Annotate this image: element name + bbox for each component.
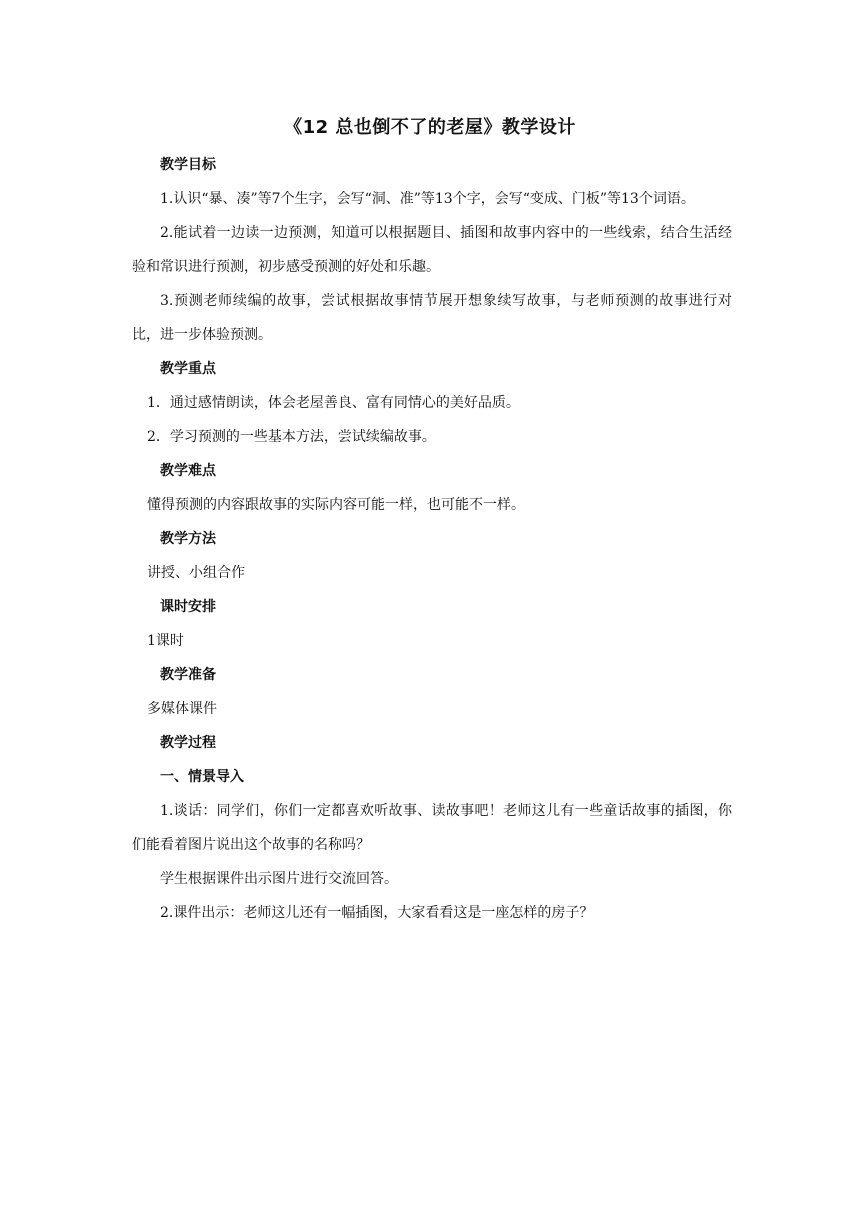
key-point-item: 1．通过感情朗读，体会老屋善良、富有同情心的美好品质。 bbox=[147, 395, 520, 411]
key-point-item: 2．学习预测的一些基本方法，尝试续编故事。 bbox=[147, 429, 436, 445]
objective-item: 3.预测老师续编的故事，尝试根据故事情节展开想象续写故事，与老师预测的故事进行对比，进一步体验预测。 bbox=[132, 293, 732, 343]
document-body bbox=[132, 153, 732, 935]
process-item: 1.谈话：同学们，你们一定都喜欢听故事、读故事吧！老师这儿有一些童话故事的插图，你们能看着图片说出这个故事的名称吗？ bbox=[132, 803, 732, 853]
methods-heading: 教学方法 bbox=[160, 531, 216, 547]
document-title: 《12 总也倒不了的老屋》教学设计 bbox=[284, 117, 576, 138]
key-points-heading: 教学重点 bbox=[160, 361, 216, 377]
preparation-text: 多媒体课件 bbox=[147, 701, 217, 717]
schedule-heading: 课时安排 bbox=[160, 599, 216, 615]
schedule-text: 1课时 bbox=[147, 633, 184, 649]
objectives-heading: 教学目标 bbox=[160, 157, 216, 173]
section1-heading: 一、情景导入 bbox=[160, 769, 244, 785]
objective-item: 2.能试着一边读一边预测，知道可以根据题目、插图和故事内容中的一些线索，结合生活经验和常识进行预测，初步感受预测的好处和乐趣。 bbox=[132, 225, 732, 275]
process-item: 学生根据课件出示图片进行交流回答。 bbox=[160, 871, 398, 887]
methods-text: 讲授、小组合作 bbox=[147, 565, 245, 581]
difficulties-heading: 教学难点 bbox=[160, 463, 216, 479]
process-heading: 教学过程 bbox=[160, 735, 216, 751]
process-item: 2.课件出示：老师这儿还有一幅插图，大家看看这是一座怎样的房子？ bbox=[160, 905, 594, 921]
objective-item: 1.认识“暴、凑”等7个生字，会写“洞、准”等13个字，会写“变成、门板”等13个词语。 bbox=[160, 191, 695, 207]
difficulties-text: 懂得预测的内容跟故事的实际内容可能一样，也可能不一样。 bbox=[147, 497, 525, 513]
preparation-heading: 教学准备 bbox=[160, 667, 216, 683]
